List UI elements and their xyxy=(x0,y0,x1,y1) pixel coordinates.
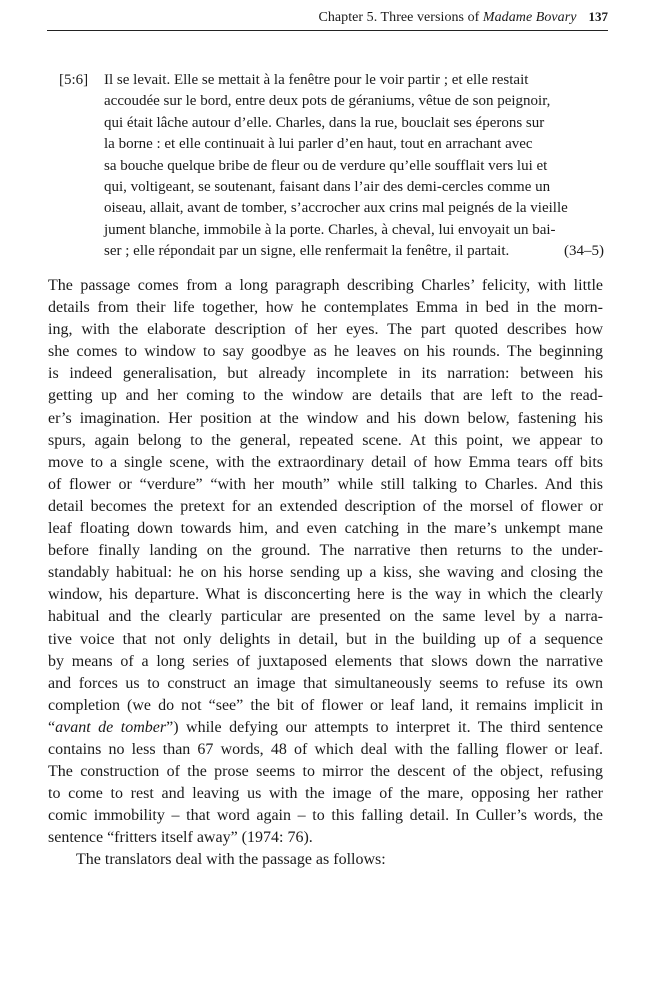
chapter-title-italic: Madame Bovary xyxy=(482,10,577,25)
paragraph-line: of flower or “verdure” “with her mouth” while still talking to Charles. And this xyxy=(48,475,603,493)
paragraph-line: The passage comes from a long paragraph describing Charles’ felicity, with little xyxy=(48,277,603,294)
paragraph-line: getting up and her coming to the window are details that are left to the read- xyxy=(48,387,603,405)
paragraph-line: tive voice that not only delights in detail, but in the building up of a sequence xyxy=(48,630,603,648)
quote-line: accoudée sur le bord, entre deux pots de géraniums, vêtue de son peignoir, xyxy=(104,93,551,110)
line-rest: ”) while defying our attempts to interpret it. The third sentence xyxy=(166,718,603,736)
paragraph-line: spurs, again belong to the general, repeated scene. At this point, we appear to xyxy=(48,431,603,449)
paragraph-line: standably habitual: he on his horse sending up a kiss, she waving and closing the xyxy=(48,564,603,582)
paragraph-line: move to a single scene, with the extraordinary detail of how Emma tears off bits xyxy=(48,453,603,471)
running-header xyxy=(47,6,608,31)
paragraph-line: leaf floating down towards him, and even catching in the mare’s unkempt mane xyxy=(48,520,603,538)
paragraph-line: to come to rest and leaving us with the image of the mare, opposing her rather xyxy=(48,785,603,803)
paragraph-line: window, his departure. What is disconcerting here is the way in which the clearly xyxy=(48,586,603,604)
paragraph-line: details from their life together, how he contemplates Emma in bed in the morn- xyxy=(48,299,603,317)
chapter-title xyxy=(318,10,576,25)
block-quote xyxy=(59,70,604,263)
paragraph-line: completion (we do not “see” the bit of flower or leaf land, it remains implicit in xyxy=(48,696,603,714)
paragraph-last-line: sentence “fritters itself away” (1974: 76). xyxy=(48,829,313,847)
example-label: [5:6] xyxy=(59,72,89,88)
paragraph-line: by means of a long series of juxtaposed elements that slows down the narrative xyxy=(48,652,603,670)
body-paragraph xyxy=(48,275,603,872)
quote-line: qui était lâche autour d’elle. Charles, dans la rue, bouclait ses éperons sur xyxy=(104,114,545,131)
next-paragraph: The translators deal with the passage as follows: xyxy=(76,851,386,869)
paragraph-line: is indeed generalisation, but already incomplete in its narration: between his xyxy=(48,365,603,383)
page-number: 137 xyxy=(588,9,608,24)
paragraph-line: she comes to window to say goodbye as he leaves on his rounds. The beginning xyxy=(48,343,603,361)
quote-line: Il se levait. Elle se mettait à la fenêtre pour le voir partir ; et elle restait xyxy=(104,72,529,88)
quote-line: la borne : et elle continuait à lui parler d’en haut, tout en arrachant avec xyxy=(104,136,533,153)
paragraph-line: comic immobility – that word again – to this falling detail. In Culler’s words, the xyxy=(48,807,603,825)
paragraph-line: detail becomes the pretext for an extended description of the morsel of flower or xyxy=(48,497,603,515)
open-quote: “ xyxy=(48,718,56,736)
quote-line: oiseau, allait, avant de tomber, s’accrocher aux crins mal peignés de la vieille xyxy=(104,200,568,217)
quote-line: sa bouche quelque bribe de fleur ou de verdure qu’elle soufflait vers lui et xyxy=(104,157,548,174)
paragraph-line-italic-quote xyxy=(48,717,603,739)
paragraph-line: habitual and the clearly particular are presented on the same level by a narra- xyxy=(48,608,603,626)
paragraph-line: and forces us to construct an image that simultaneously seems to refuse its own xyxy=(48,674,603,692)
quote-line-last xyxy=(59,241,604,262)
quote-line: qui, voltigeant, se soutenant, faisant dans l’air des demi-cercles comme un xyxy=(104,179,551,196)
paragraph-line: before finally landing on the ground. The narrative then returns to the under- xyxy=(48,542,603,560)
quote-line-text: ser ; elle répondait par un signe, elle renfermait la fenêtre, il partait. xyxy=(104,243,510,260)
paragraph-line: er’s imagination. Her position at the window and his down below, fastening his xyxy=(48,409,603,427)
page-reference: (34–5) xyxy=(564,243,604,260)
quote-line: jument blanche, immobile à la porte. Charles, à cheval, lui envoyait un bai- xyxy=(104,221,556,238)
paragraph-line: contains no less than 67 words, 48 of which deal with the falling flower or leaf. xyxy=(48,740,603,758)
italic-phrase: avant de tomber xyxy=(55,718,167,736)
paragraph-line: ing, with the elaborate description of her eyes. The part quoted describes how xyxy=(48,321,603,339)
paragraph-line: The construction of the prose seems to mirror the descent of the object, refusing xyxy=(48,763,603,781)
chapter-prefix: Chapter 5. Three versions of xyxy=(318,10,483,25)
